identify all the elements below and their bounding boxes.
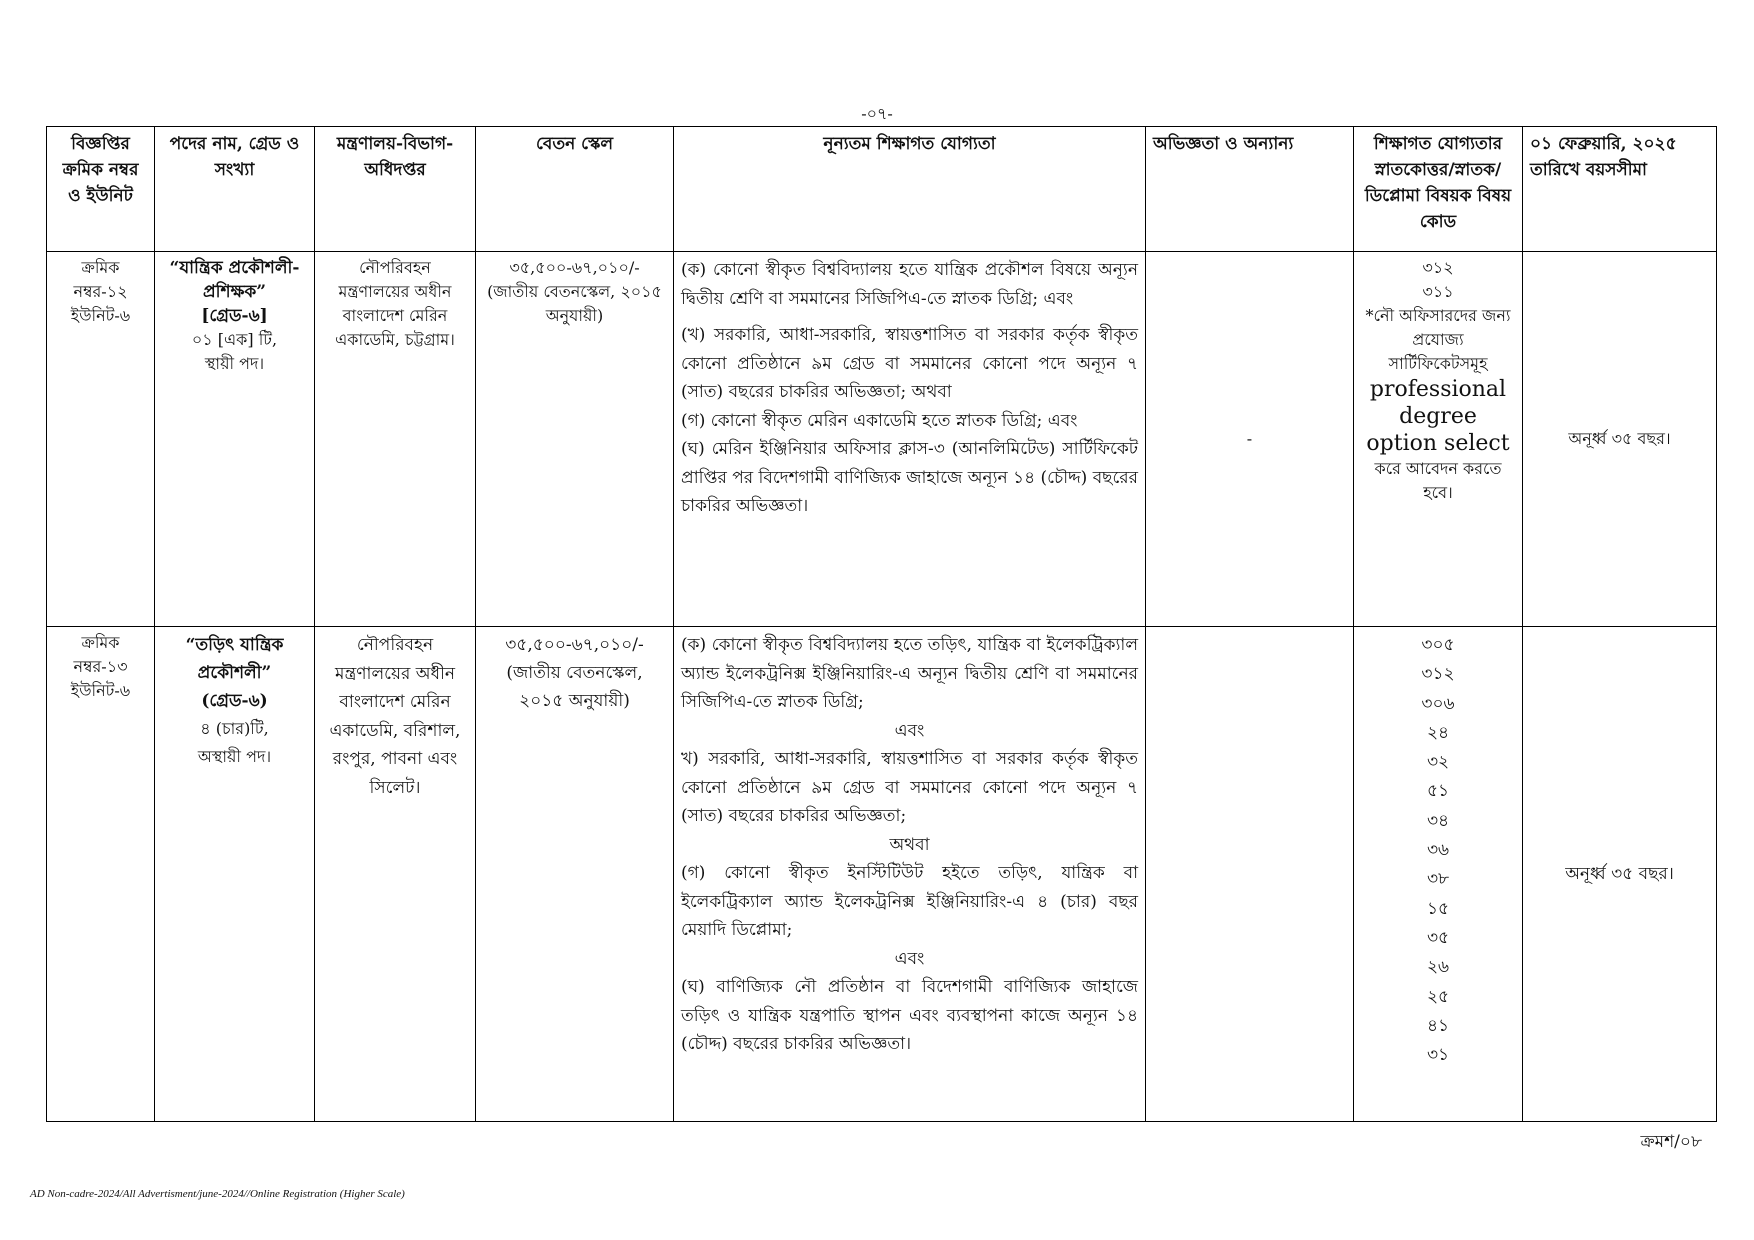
post-cell <box>155 252 315 627</box>
post-grade: (গ্রেড-৬) <box>201 691 268 711</box>
subject-code: ৩০৫ <box>1421 635 1455 655</box>
table-row <box>47 627 1717 1122</box>
subject-code: ২৪ <box>1426 722 1450 743</box>
ministry-cell: নৌপরিবহন মন্ত্রণালয়ের অধীন বাংলাদেশ মেরিন একাডেমি, বরিশাল, রংপুর, পাবনা এবং সিলেট। <box>315 627 476 1122</box>
header-age-limit: ০১ ফেব্রুয়ারি, ২০২৫ তারিখে বয়সসীমা <box>1523 127 1717 252</box>
age-limit-cell: অনূর্ধ্ব ৩৫ বছর। <box>1523 627 1717 1122</box>
recruitment-table <box>46 126 1717 1122</box>
post-title: “যান্ত্রিক প্রকৌশলী-প্রশিক্ষক” <box>169 258 300 302</box>
table-row <box>47 252 1717 627</box>
post-type: অস্থায়ী পদ। <box>197 747 272 766</box>
pay-scale-note: (জাতীয় বেতনস্কেল, ২০১৫ অনুযায়ী) <box>487 282 662 325</box>
header-ministry: মন্ত্রণালয়-বিভাগ-অধিদপ্তর <box>315 127 476 252</box>
codes-note: *নৌ অফিসারদের জন্য প্রযোজ্য সার্টিফিকেটসমূহ <box>1365 306 1511 373</box>
header-serial-unit: বিজ্ঞপ্তির ক্রমিক নম্বর ও ইউনিট <box>47 127 155 252</box>
qualification-item: (ঘ) বাণিজ্যিক নৌ প্রতিষ্ঠান বা বিদেশগামী বাণিজ্যিক জাহাজে তড়িৎ ও যান্ত্রিক যন্ত্রপাতি স্থাপন এবং ব্যবস্থাপনা কাজে অন্যূন ১৪ (চৌদ্দ) বছরের চাকরির অভিজ্ঞতা। <box>681 977 1138 1054</box>
qualification-cell <box>674 627 1146 1122</box>
header-experience: অভিজ্ঞতা ও অন্যান্য <box>1146 127 1354 252</box>
qualification-item: (খ) সরকারি, আধা-সরকারি, স্বায়ত্তশাসিত বা সরকার কর্তৃক স্বীকৃত কোনো প্রতিষ্ঠানে ৯ম গ্রেড বা সমমানের কোনো পদে অন্যূন ৭ (সাত) বছরের চাকরির অভিজ্ঞতা; অথবা <box>681 325 1138 402</box>
ministry-cell: নৌপরিবহন মন্ত্রণালয়ের অধীন বাংলাদেশ মেরিন একাডেমি, চট্টগ্রাম। <box>315 252 476 627</box>
subject-code: ৩৫ <box>1426 927 1450 948</box>
qualification-cell <box>674 252 1146 627</box>
post-grade: [গ্রেড-৬] <box>201 306 268 326</box>
serial-cell: ক্রমিক নম্বর-১৩ ইউনিট-৬ <box>47 627 155 1122</box>
pay-scale-note: (জাতীয় বেতনস্কেল, ২০১৫ অনুযায়ী) <box>506 663 643 711</box>
subject-code: ৩১ <box>1426 1045 1450 1066</box>
page-number: -০৭- <box>861 104 893 123</box>
conjunction: অথবা <box>889 834 930 855</box>
experience-cell: - <box>1146 252 1354 627</box>
subject-code: ২৬ <box>1426 957 1450 978</box>
table-header-row <box>47 127 1717 252</box>
age-limit-cell: অনূর্ধ্ব ৩৫ বছর। <box>1523 252 1717 627</box>
conjunction: এবং <box>894 948 925 969</box>
subject-code: ২৫ <box>1426 986 1450 1007</box>
post-count: ৪ (চার)টি, <box>200 719 269 738</box>
pay-scale: ৩৫,৫০০-৬৭,০১০/- <box>505 635 644 655</box>
pay-scale-cell <box>476 627 674 1122</box>
pay-scale-cell <box>476 252 674 627</box>
header-post-grade-count: পদের নাম, গ্রেড ও সংখ্যা <box>155 127 315 252</box>
subject-code: ৩০৬ <box>1421 693 1455 714</box>
serial-cell: ক্রমিক নম্বর-১২ ইউনিট-৬ <box>47 252 155 627</box>
subject-code: ৫১ <box>1426 781 1450 802</box>
subject-code: ৩১২ <box>1422 258 1454 277</box>
post-count: ০১ [এক] টি, <box>191 330 278 349</box>
qualification-item: খ) সরকারি, আধা-সরকারি, স্বায়ত্তশাসিত বা সরকার কর্তৃক স্বীকৃত কোনো প্রতিষ্ঠানে ৯ম গ্রেড বা সমমানের কোনো পদে অন্যূন ৭ (সাত) বছরের চাকরির অভিজ্ঞতা; <box>681 749 1138 826</box>
qualification-item: (গ) কোনো স্বীকৃত মেরিন একাডেমি হতে স্নাতক ডিগ্রি; এবং <box>681 410 1078 431</box>
header-subject-codes: শিক্ষাগত যোগ্যতার স্নাতকোত্তর/স্নাতক/ ডিপ্লোমা বিষয়ক বিষয় কোড <box>1354 127 1523 252</box>
post-title: “তড়িৎ যান্ত্রিক প্রকৌশলী” <box>185 635 284 683</box>
codes-note-english: professional degree option select <box>1366 377 1510 456</box>
subject-code: ৩২ <box>1426 752 1450 773</box>
post-type: স্থায়ী পদ। <box>204 354 265 373</box>
subject-code: ৩৮ <box>1426 869 1450 890</box>
subject-code: ৩১১ <box>1422 282 1454 301</box>
footer-file-path: AD Non-cadre-2024/All Advertisment/june-2024//Online Registration (Higher Scale) <box>30 1188 405 1200</box>
header-min-qualification: নূন্যতম শিক্ষাগত যোগ্যতা <box>674 127 1146 252</box>
qualification-item: (ক) কোনো স্বীকৃত বিশ্ববিদ্যালয় হতে যান্ত্রিক প্রকৌশল বিষয়ে অন্যূন দ্বিতীয় শ্রেণি বা সমমানের সিজিপিএ-তে স্নাতক ডিগ্রি; এবং <box>681 260 1138 309</box>
codes-note-end: করে আবেদন করতে হবে। <box>1374 459 1502 502</box>
post-cell <box>155 627 315 1122</box>
subject-code: ৩৪ <box>1426 810 1450 831</box>
subject-codes-cell <box>1354 627 1523 1122</box>
qualification-item: (ক) কোনো স্বীকৃত বিশ্ববিদ্যালয় হতে তড়িৎ, যান্ত্রিক বা ইলেকট্রিক্যাল অ্যান্ড ইলেকট্রনিক্স ইঞ্জিনিয়ারিং-এ অন্যূন দ্বিতীয় শ্রেণি বা সমমানের সিজিপিএ-তে স্নাতক ডিগ্রি; <box>681 635 1138 712</box>
subject-code: ১৫ <box>1426 898 1450 919</box>
header-pay-scale: বেতন স্কেল <box>476 127 674 252</box>
continued-marker: ক্রমশ/০৮ <box>1640 1132 1702 1152</box>
pay-scale: ৩৫,৫০০-৬৭,০১০/- <box>509 258 640 277</box>
experience-cell <box>1146 627 1354 1122</box>
conjunction: এবং <box>894 720 925 741</box>
subject-code: ৩১২ <box>1421 664 1455 685</box>
subject-code: ৪১ <box>1426 1015 1450 1036</box>
subject-code: ৩৬ <box>1426 840 1450 861</box>
qualification-item: (ঘ) মেরিন ইঞ্জিনিয়ার অফিসার ক্লাস-৩ (আনলিমিটেড) সার্টিফিকেট প্রাপ্তির পর বিদেশগামী বাণিজ্যিক জাহাজে অন্যূন ১৪ (চৌদ্দ) বছরের চাকরির অভিজ্ঞতা। <box>681 439 1139 516</box>
subject-codes-cell <box>1354 252 1523 627</box>
qualification-item: (গ) কোনো স্বীকৃত ইনস্টিটিউট হইতে তড়িৎ, যান্ত্রিক বা ইলেকট্রিক্যাল অ্যান্ড ইলেকট্রনিক্স ইঞ্জিনিয়ারিং-এ ৪ (চার) বছর মেয়াদি ডিপ্লোমা; <box>681 863 1138 940</box>
